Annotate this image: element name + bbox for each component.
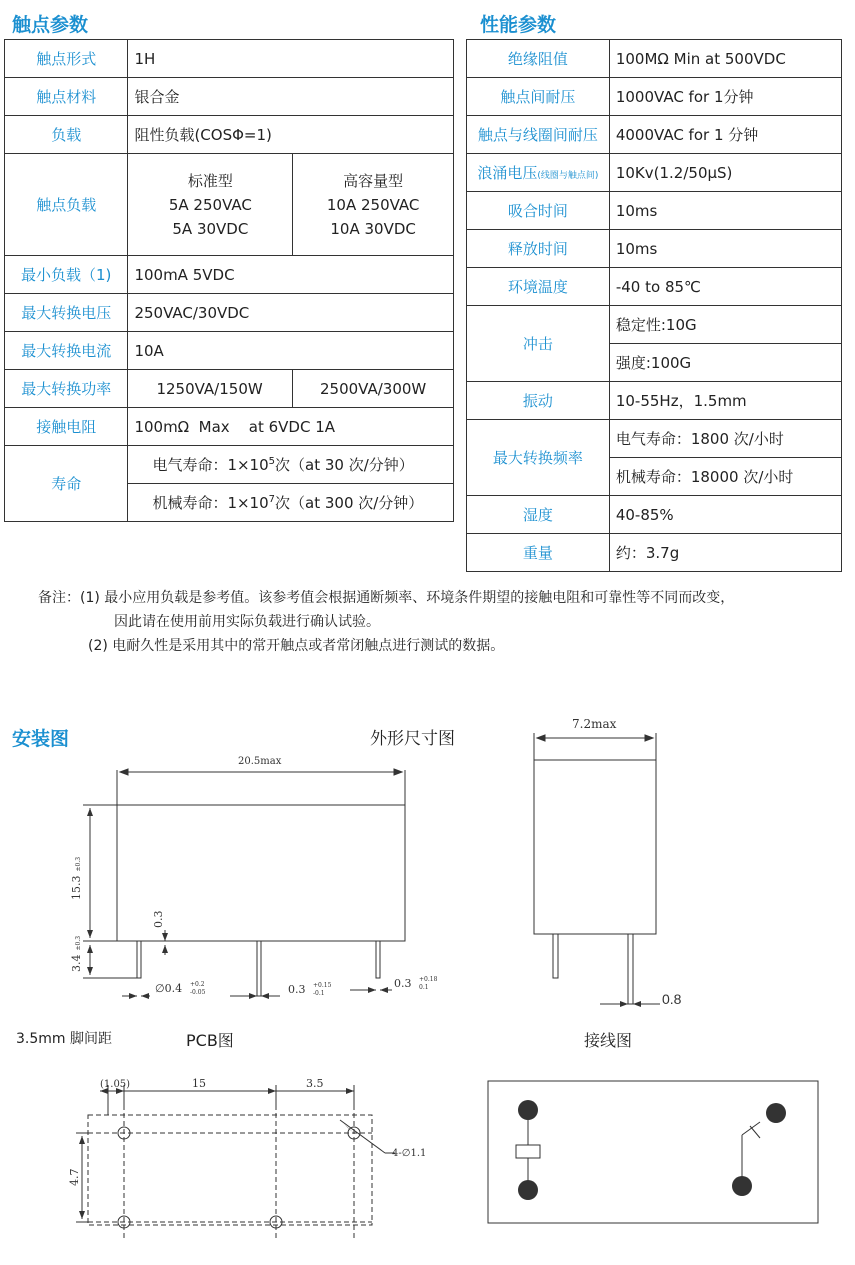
relay-side-body (534, 760, 656, 934)
contact-value: 250VAC/30VDC (128, 294, 454, 332)
contact-key: 最大转换功率 (5, 370, 128, 408)
standard-type-title: 标准型 (187, 171, 233, 190)
contact-key: 最小负载（1) (5, 256, 128, 294)
dim-pin-tol: ±0.3 (75, 935, 82, 951)
perf-value: 电气寿命：1800 次/小时 (609, 420, 841, 458)
perf-value: 10Kv(1.2/50μS) (609, 154, 841, 192)
terminal-dot (766, 1103, 786, 1123)
dim-pin-w1-tol-lower: -0.1 (313, 990, 325, 997)
contact-key: 最大转换电流 (5, 332, 128, 370)
pin (257, 941, 261, 996)
pin (628, 934, 633, 1004)
dim-height-value: 15.3 (70, 875, 83, 900)
outline-drawing-title: 外形尺寸图 (370, 729, 455, 749)
contact-value: 银合金 (128, 78, 454, 116)
perf-key: 重量 (467, 534, 610, 572)
dim-height-tol: ±0.3 (75, 856, 82, 872)
electrical-life-base: 电气寿命：1×10 (152, 456, 269, 474)
perf-key: 湿度 (467, 496, 610, 534)
contact-value: 1250VA/150W (128, 370, 293, 408)
contact-value: 阻性负载(COSΦ=1) (128, 116, 454, 154)
arrow-markers (79, 808, 786, 1219)
terminal-dot (732, 1176, 752, 1196)
perf-key: 触点间耐压 (467, 78, 610, 116)
pcb-dim-hole: 4-∅1.1 (392, 1148, 427, 1159)
dim-pin-dia-tol-lower: -0.05 (190, 989, 206, 996)
perf-key: 冲击 (467, 306, 610, 382)
contact-value: 2500VA/300W (293, 370, 454, 408)
perf-key: 释放时间 (467, 230, 610, 268)
contact-key: 触点形式 (5, 40, 128, 78)
perf-value: 强度:100G (609, 344, 841, 382)
note-1: 备注：(1) 最小应用负载是参考值。该参考值会根据通断频率、环境条件期望的接触电阻和可靠性等不同而改变， (38, 590, 735, 606)
pcb-title: PCB图 (186, 1031, 234, 1050)
perf-value: 4000VAC for 1 分钟 (609, 116, 841, 154)
contact-params-title: 触点参数 (12, 14, 89, 36)
pcb-dim-pitch: 3.5 (306, 1077, 324, 1090)
standard-type-value: 5A 30VDC (172, 219, 249, 238)
pin (137, 941, 141, 978)
contact-key: 负载 (5, 116, 128, 154)
coil-symbol (516, 1145, 540, 1158)
perf-value: 10ms (609, 230, 841, 268)
standard-type-value: 5A 250VAC (168, 195, 252, 214)
dim-pin-w1: 0.3 (288, 983, 306, 996)
pcb-dim-edge: (1.05) (100, 1079, 131, 1090)
surge-label: 浪涌电压 (477, 164, 538, 182)
high-capacity-value: 10A 30VDC (330, 219, 416, 238)
perf-key: 绝缘阻值 (467, 40, 610, 78)
perf-value: 10-55Hz，1.5mm (609, 382, 841, 420)
dim-gap: 0.3 (152, 910, 165, 928)
perf-value: 40-85% (609, 496, 841, 534)
perf-key: 环境温度 (467, 268, 610, 306)
perf-value: 100MΩ Min at 500VDC (609, 40, 841, 78)
high-capacity-value: 10A 250VAC (326, 195, 420, 214)
perf-params-title: 性能参数 (480, 14, 557, 36)
perf-value: 约：3.7g (609, 534, 841, 572)
high-capacity-title: 高容量型 (343, 171, 404, 190)
dim-pin-w2-tol-upper: +0.18 (419, 976, 438, 983)
install-drawing-title: 安装图 (12, 728, 70, 750)
note-1-cont: 因此请在使用前用实际负载进行确认试验。 (114, 614, 380, 630)
perf-value: 机械寿命：18000 次/小时 (609, 458, 841, 496)
perf-key: 振动 (467, 382, 610, 420)
dim-height (70, 857, 83, 900)
contact-key: 最大转换电压 (5, 294, 128, 332)
pcb-dim-span: 15 (192, 1077, 206, 1090)
perf-key: 触点与线圈间耐压 (467, 116, 610, 154)
perf-value: 10ms (609, 192, 841, 230)
wiring-title: 接线图 (584, 1031, 633, 1050)
perf-key: 最大转换频率 (467, 420, 610, 496)
pin-pitch-label: 3.5mm 脚间距 (16, 1031, 112, 1047)
dim-width: 7.2max (572, 717, 617, 731)
contact-key: 接触电阻 (5, 408, 128, 446)
note-2: (2) 电耐久性是采用其中的常开触点或者常闭触点进行测试的数据。 (88, 638, 505, 654)
mechanical-life-base: 机械寿命：1×10 (152, 494, 269, 512)
pin (553, 934, 558, 978)
perf-value: 1000VAC for 1分钟 (609, 78, 841, 116)
mechanical-life-exp: 7 (268, 494, 276, 505)
surge-label-note: (线圈与触点间) (537, 171, 599, 181)
dim-length: 20.5max (238, 756, 282, 767)
perf-value: -40 to 85℃ (609, 268, 841, 306)
perf-key: 吸合时间 (467, 192, 610, 230)
contact-value: 100mA 5VDC (128, 256, 454, 294)
contact-value: 1H (128, 40, 454, 78)
contact-value: 10A (128, 332, 454, 370)
dim-pin-offset: 0.8 (662, 991, 682, 1007)
perf-value: 稳定性:10G (609, 306, 841, 344)
dim-pin-w1-tol-upper: +0.15 (313, 982, 332, 989)
pcb-outline (88, 1115, 372, 1225)
dim-pin-dia-tol-upper: +0.2 (190, 981, 205, 988)
mechanical-life-rate: 次（at 300 次/分钟） (275, 494, 424, 512)
dim-pin-value: 3.4 (70, 954, 83, 972)
dim-pin-dia: ∅0.4 (155, 982, 183, 995)
terminal-dot (518, 1180, 538, 1200)
dim-pin-length (70, 936, 83, 972)
electrical-life-exp: 5 (268, 456, 276, 467)
contact-key: 触点材料 (5, 78, 128, 116)
contact-key: 寿命 (5, 446, 128, 522)
dim-pin-w2-tol-lower: 0.1 (419, 984, 429, 991)
pcb-dim-row: 4.7 (68, 1168, 81, 1186)
contact-key: 触点负载 (5, 154, 128, 256)
pin (376, 941, 380, 978)
dim-pin-w2: 0.3 (394, 977, 412, 990)
electrical-life-rate: 次（at 30 次/分钟） (275, 456, 414, 474)
contact-value: 100mΩ Max at 6VDC 1A (128, 408, 454, 446)
terminal-dot (518, 1100, 538, 1120)
